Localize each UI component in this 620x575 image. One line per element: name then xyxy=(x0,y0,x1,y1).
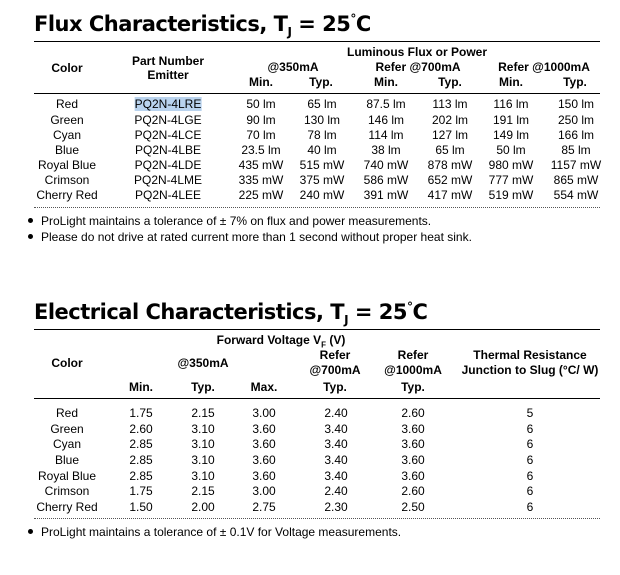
flux-typ-1000: 554 mW xyxy=(553,188,599,202)
flux-typ-700: 113 lm xyxy=(432,97,468,111)
flux-typ-700: 202 lm xyxy=(431,113,469,127)
electrical-thermal: 6 xyxy=(526,437,534,451)
electrical-typ: 2.15 xyxy=(191,406,215,420)
electrical-refer-1000: 3.60 xyxy=(401,437,425,451)
flux-header-emitter: Emitter xyxy=(147,68,189,82)
electrical-title: Electrical Characteristics, $T_J = 25^\circ C$ xyxy=(34,300,428,328)
flux-typ-1000: 250 lm xyxy=(557,113,595,127)
flux-min-1000: 50 lm xyxy=(496,143,526,157)
flux-header-color: Color xyxy=(51,61,83,75)
flux-color: Green xyxy=(50,113,84,127)
flux-min-700: 114 lm xyxy=(368,128,404,142)
flux-typ-350: 65 lm xyxy=(307,97,337,111)
electrical-thermal: 6 xyxy=(526,422,534,436)
flux-note: ProLight maintains a tolerance of ± 7% on flux and power measurements. xyxy=(28,214,431,228)
flux-part-number: PQ2N-4LBE xyxy=(134,143,202,157)
electrical-thermal: 5 xyxy=(526,406,534,420)
flux-typ-1000: 865 mW xyxy=(553,173,599,187)
electrical-max: 2.75 xyxy=(252,500,276,514)
electrical-min: 1.75 xyxy=(129,484,153,498)
electrical-header-max: Max. xyxy=(250,380,278,394)
electrical-header-color: Color xyxy=(51,356,83,370)
electrical-max: 3.60 xyxy=(252,453,276,467)
flux-typ-700: 127 lm xyxy=(431,128,469,142)
flux-min-350: 50 lm xyxy=(246,97,276,111)
electrical-max: 3.00 xyxy=(252,484,276,498)
flux-header-typ-700: Typ. xyxy=(438,75,462,89)
bullet-icon xyxy=(28,218,33,223)
electrical-thermal: 6 xyxy=(526,484,534,498)
flux-typ-700: 878 mW xyxy=(427,158,473,172)
bullet-icon xyxy=(28,529,33,534)
electrical-refer-1000: 3.60 xyxy=(401,422,425,436)
electrical-color: Red xyxy=(55,406,79,420)
bullet-icon xyxy=(28,234,33,239)
flux-part-number: PQ2N-4LCE xyxy=(134,128,202,142)
electrical-thermal: 6 xyxy=(526,469,534,483)
flux-note: Please do not drive at rated current more than 1 second without proper heat sink. xyxy=(28,230,472,244)
flux-top-rule xyxy=(34,41,600,42)
flux-min-1000: 116 lm xyxy=(493,97,529,111)
electrical-header-refer-700: Refer xyxy=(319,348,351,362)
electrical-refer-1000: 2.60 xyxy=(401,406,425,420)
flux-typ-350: 130 lm xyxy=(303,113,341,127)
electrical-refer-700: 2.30 xyxy=(324,500,348,514)
electrical-refer-1000: 3.60 xyxy=(401,453,425,467)
flux-header-min-1000: Min. xyxy=(499,75,523,89)
flux-part-number: PQ2N-4LME xyxy=(133,173,203,187)
flux-min-700: 391 mW xyxy=(363,188,409,202)
flux-typ-700: 652 mW xyxy=(427,173,473,187)
electrical-typ: 3.10 xyxy=(191,422,215,436)
electrical-min: 2.85 xyxy=(129,453,153,467)
electrical-refer-700: 3.40 xyxy=(324,453,348,467)
flux-min-700: 87.5 lm xyxy=(366,97,406,111)
electrical-color: Cherry Red xyxy=(36,500,98,514)
flux-color: Blue xyxy=(54,143,80,157)
flux-header-rule xyxy=(34,93,600,94)
electrical-refer-1000: 2.50 xyxy=(401,500,425,514)
flux-typ-1000: 85 lm xyxy=(561,143,591,157)
flux-min-350: 23.5 lm xyxy=(241,143,281,157)
flux-header-350: @350mA xyxy=(267,60,319,74)
electrical-typ: 2.00 xyxy=(191,500,215,514)
electrical-typ: 2.15 xyxy=(191,484,215,498)
electrical-color: Cyan xyxy=(52,437,82,451)
flux-min-350: 225 mW xyxy=(238,188,284,202)
flux-typ-700: 65 lm xyxy=(435,143,465,157)
electrical-refer-700: 2.40 xyxy=(324,406,348,420)
electrical-refer-700: 2.40 xyxy=(324,484,348,498)
electrical-header-350: @350mA xyxy=(177,356,229,370)
flux-header-luminous: Luminous Flux or Power xyxy=(346,45,488,59)
electrical-refer-700: 3.40 xyxy=(324,422,348,436)
flux-typ-350: 515 mW xyxy=(299,158,345,172)
electrical-header-typ-1000: Typ. xyxy=(401,380,425,394)
electrical-note: ProLight maintains a tolerance of ± 0.1V for Voltage measurements. xyxy=(28,525,401,539)
electrical-bottom-rule xyxy=(34,518,600,519)
flux-min-1000: 191 lm xyxy=(492,113,530,127)
electrical-header-typ: Typ. xyxy=(191,380,215,394)
flux-color: Cherry Red xyxy=(36,188,98,202)
electrical-header-junction: Junction to Slug (°C/ W) xyxy=(461,363,599,377)
electrical-refer-700: 3.40 xyxy=(324,437,348,451)
flux-part-number: PQ2N-4LGE xyxy=(134,113,202,127)
electrical-min: 2.85 xyxy=(129,469,153,483)
electrical-top-rule xyxy=(34,329,600,330)
electrical-max: 3.60 xyxy=(252,469,276,483)
flux-typ-350: 375 mW xyxy=(299,173,345,187)
flux-min-1000: 980 mW xyxy=(488,158,534,172)
flux-min-700: 586 mW xyxy=(363,173,409,187)
electrical-min: 2.85 xyxy=(129,437,153,451)
electrical-refer-1000: 3.60 xyxy=(401,469,425,483)
flux-min-1000: 519 mW xyxy=(488,188,534,202)
flux-min-700: 146 lm xyxy=(367,113,405,127)
electrical-max: 3.60 xyxy=(252,437,276,451)
flux-min-700: 740 mW xyxy=(363,158,409,172)
electrical-header-1000: @1000mA xyxy=(384,363,442,377)
electrical-max: 3.00 xyxy=(252,406,276,420)
electrical-color: Blue xyxy=(54,453,80,467)
flux-typ-1000: 150 lm xyxy=(557,97,595,111)
electrical-header-thermal: Thermal Resistance xyxy=(473,348,587,362)
flux-typ-1000: 166 lm xyxy=(557,128,595,142)
flux-title: Flux Characteristics, $T_J = 25^\circ C$ xyxy=(34,12,371,40)
electrical-min: 1.75 xyxy=(129,406,153,420)
electrical-color: Royal Blue xyxy=(37,469,97,483)
flux-min-350: 435 mW xyxy=(238,158,284,172)
electrical-header-typ-700: Typ. xyxy=(323,380,347,394)
flux-color: Cyan xyxy=(52,128,82,142)
electrical-refer-700: 3.40 xyxy=(324,469,348,483)
flux-typ-1000: 1157 mW xyxy=(550,158,602,172)
electrical-header-forward-voltage: Forward Voltage $V_F$ (V) xyxy=(216,333,346,350)
flux-part-number: PQ2N-4LRE xyxy=(134,97,202,111)
electrical-header-min: Min. xyxy=(129,380,153,394)
flux-part-number: PQ2N-4LEE xyxy=(134,188,202,202)
electrical-refer-1000: 2.60 xyxy=(401,484,425,498)
flux-color: Red xyxy=(55,97,79,111)
electrical-header-refer-1000: Refer xyxy=(397,348,429,362)
electrical-color: Crimson xyxy=(44,484,90,498)
electrical-header-rule xyxy=(34,398,600,399)
flux-header-typ-1000: Typ. xyxy=(563,75,587,89)
flux-header-min-700: Min. xyxy=(374,75,398,89)
electrical-color: Green xyxy=(50,422,84,436)
flux-header-typ-350: Typ. xyxy=(309,75,333,89)
electrical-typ: 3.10 xyxy=(191,469,215,483)
flux-header-part-number: Part Number xyxy=(131,54,205,68)
flux-min-350: 335 mW xyxy=(238,173,284,187)
flux-min-700: 38 lm xyxy=(371,143,401,157)
electrical-thermal: 6 xyxy=(526,453,534,467)
electrical-thermal: 6 xyxy=(526,500,534,514)
flux-typ-350: 240 mW xyxy=(299,188,345,202)
electrical-typ: 3.10 xyxy=(191,437,215,451)
flux-min-1000: 777 mW xyxy=(488,173,534,187)
flux-color: Crimson xyxy=(44,173,90,187)
flux-bottom-rule xyxy=(34,207,600,208)
flux-min-1000: 149 lm xyxy=(492,128,530,142)
electrical-header-700: @700mA xyxy=(309,363,361,377)
flux-typ-350: 40 lm xyxy=(307,143,337,157)
electrical-min: 1.50 xyxy=(129,500,153,514)
electrical-typ: 3.10 xyxy=(191,453,215,467)
flux-typ-700: 417 mW xyxy=(427,188,473,202)
flux-header-700: Refer @700mA xyxy=(375,60,461,74)
flux-min-350: 70 lm xyxy=(246,128,276,142)
flux-min-350: 90 lm xyxy=(246,113,276,127)
flux-header-min-350: Min. xyxy=(249,75,273,89)
electrical-min: 2.60 xyxy=(129,422,153,436)
flux-header-1000: Refer @1000mA xyxy=(498,60,590,74)
flux-part-number: PQ2N-4LDE xyxy=(134,158,202,172)
flux-color: Royal Blue xyxy=(37,158,97,172)
electrical-max: 3.60 xyxy=(252,422,276,436)
flux-typ-350: 78 lm xyxy=(307,128,337,142)
